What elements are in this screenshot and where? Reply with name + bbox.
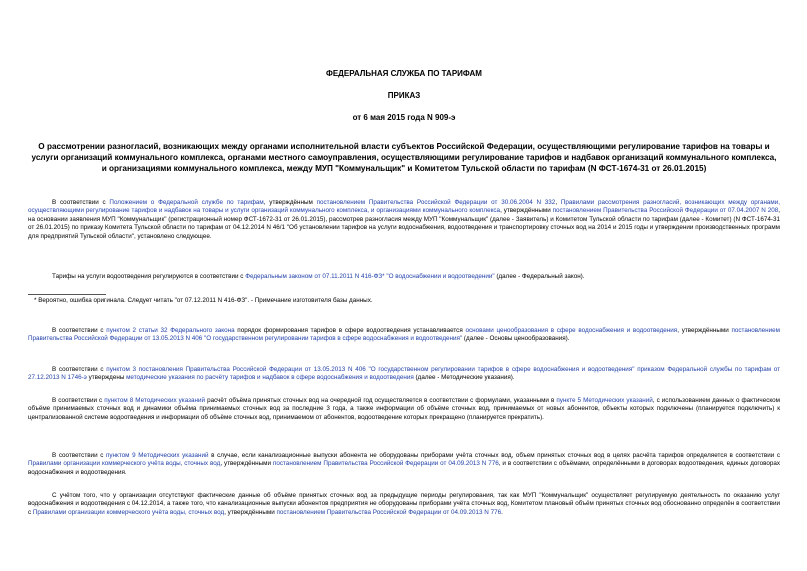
paragraph-2 bbox=[28, 273, 780, 281]
text: В соответствии с bbox=[52, 327, 107, 334]
text: , утверждённым bbox=[263, 199, 317, 206]
text: в случае, если канализационные выпуски абонента не оборудованы приборами учёта сточных вод, объем принятых сточных вод в целях расчёта тарифов определяется в соответствии с bbox=[208, 452, 780, 459]
link-methodical-guidelines[interactable]: методические указания по расчёту тарифов и надбавок в сфере водоснабжения и водоотведения bbox=[126, 374, 414, 382]
link-dispute-rules[interactable]: Правилами рассмотрения разногласий, возникающих между органами, осуществляющими регулирование тарифов и надбавок на товары и услуги организаций коммунального комплекса, и организациями коммунального комплекса bbox=[28, 199, 781, 215]
link-guidelines-item-9[interactable]: пунктом 9 Методических указаний bbox=[105, 452, 209, 459]
text: , на основании заявления МУП "Коммунальщик" (регистрационный номер ФСТ-1672-31 от 26.01.2015), рассмотрев разногласия между МУП "Коммунальщик" (далее - Заявитель) и Комитетом Тульской области по тарифам (далее - Комитет) (N ФСТ-1674-31 от 26.01.2015) по приказу Комитета Тульской области по тарифам от 04.12.2014 N 46/1 "Об установлении тарифов на услуги водоснабжения, водоотведения и транспортировку сточных вод на 2014 и 2015 годы и утверждении производственных программ для предприятий Тульской области", установлено следующее. bbox=[28, 207, 780, 240]
link-federal-law-416[interactable]: Федеральным законом от 07.11.2011 N 416-ФЗ* bbox=[245, 273, 385, 280]
text: В соответствии с bbox=[52, 397, 105, 404]
text: В соответствии с bbox=[52, 366, 107, 373]
footnote: * Вероятно, ошибка оригинала. Следует читать "от 07.12.2011 N 416-ФЗ". - Примечание изготовителя базы данных. bbox=[34, 297, 373, 304]
paragraph-4 bbox=[28, 366, 780, 383]
text: , bbox=[555, 199, 561, 206]
text: порядок формирования тарифов в сфере водоотведения устанавливается bbox=[234, 327, 466, 334]
link-metering-rules-2[interactable]: Правилами организации коммерческого учёта воды, сточных вод bbox=[32, 508, 225, 516]
document-title: О рассмотрении разногласий, возникающих между органами исполнительной власти субъектов Российской Федерации, осуществляющими регулирование тарифов на товары и услуги организаций коммунального комплекса, органами местного самоуправления, осуществляющими регулирование тарифов и надбавок организаций коммунального комплекса, и организациями коммунального комплекса, между МУП "Коммунальщик" и Комитетом Тульской области по тарифам (N ФСТ-1674-31 от 26.01.2015) bbox=[31, 142, 777, 173]
text: , утверждёнными bbox=[224, 508, 277, 516]
link-law-title[interactable]: "О водоснабжении и водоотведении" bbox=[386, 273, 495, 280]
text: (далее - Федеральный закон). bbox=[494, 273, 585, 280]
text: В соответствии с bbox=[52, 199, 110, 206]
footnote-separator bbox=[28, 294, 106, 295]
link-metering-rules[interactable]: Правилами организации коммерческого учёта воды, сточных вод bbox=[28, 460, 221, 468]
text: утверждены bbox=[86, 374, 127, 382]
doc-date-number: от 6 мая 2015 года N 909-э bbox=[352, 113, 456, 122]
text: (далее - Основы ценообразования). bbox=[462, 335, 570, 343]
text: расчёт объёма принятых сточных вод на очередной год осуществляется в соответствии с формулами, указанными в bbox=[205, 397, 557, 404]
doc-type-heading: ПРИКАЗ bbox=[387, 91, 421, 100]
text: , утверждёнными bbox=[677, 327, 732, 334]
link-pricing-basics[interactable]: основами ценообразования в сфере водоснабжения и водоотведения bbox=[465, 327, 678, 334]
text: Тарифы на услуги водоотведения регулируются в соответствии с bbox=[52, 273, 246, 280]
link-decree-406[interactable]: постановлением Правительства Российской Федерации от 13.05.2013 N 406 "О государственном регулировании тарифов в сфере водоснабжения и водоотведения" bbox=[28, 327, 781, 343]
link-decree-776[interactable]: постановлением Правительства Российской Федерации от 04.09.2013 N 776 bbox=[272, 460, 499, 468]
text: , утверждёнными bbox=[500, 207, 553, 215]
link-article-32[interactable]: пунктом 2 статьи 32 Федерального закона bbox=[106, 327, 235, 334]
text: , с использованием данных о фактическом объёме принимаемых сточных вод и динамики объёма принимаемых сточных вод за последние 3 года, а также информации об объёме сточных вод, принимаемых от новых абонентов, объекты которых подключены (планируется подключить) к централизованной системе водоотведения и информации об объёме сточных вод, принимаемом от абонентов, водоотведение которых прекращено (планируется прекратить). bbox=[28, 397, 780, 421]
text: В соответствии с bbox=[52, 452, 106, 459]
text: С учётом того, что у организации отсутствуют фактические данные об объёме принятых сточных вод за предыдущие периоды регулирования, так как МУП "Коммунальщик" осуществляет регулируемую деятельность по оказанию услуг водоснабжения и водоотведения с 04.12.2014, а также того, что канализационные выпуски абонентов предприятия не оборудованы приборами учёта сточных вод, Комитетом плановый объём принятых сточных вод обоснованно определён в соответствии с bbox=[28, 492, 780, 516]
text: , утверждёнными bbox=[220, 460, 273, 468]
link-guidelines-item-8[interactable]: пунктом 8 Методических указаний bbox=[104, 397, 206, 404]
link-order-1746[interactable]: приказом Федеральной службы по тарифам от 27.12.2013 N 1746-э bbox=[28, 366, 781, 382]
paragraph-5 bbox=[28, 397, 780, 422]
link-decree-208[interactable]: постановлением Правительства Российской Федерации от 07.04.2007 N 208 bbox=[552, 207, 779, 215]
link-decree-406-item-3[interactable]: пунктом 3 постановления Правительства Российской Федерации от 13.05.2013 N 406 "О государственном регулировании тарифов в сфере водоснабжения и водоотведения" bbox=[106, 366, 635, 373]
paragraph-3 bbox=[28, 327, 780, 344]
link-guidelines-item-5[interactable]: пункте 5 Методических указаний bbox=[556, 397, 653, 404]
paragraph-6 bbox=[28, 452, 780, 477]
link-decree-776-2[interactable]: постановлением Правительства Российской Федерации от 04.09.2013 N 776 bbox=[276, 508, 502, 516]
link-decree-332[interactable]: постановлением Правительства Российской Федерации от 30.06.2004 N 332 bbox=[316, 199, 556, 206]
paragraph-1 bbox=[28, 199, 780, 241]
text: . bbox=[501, 508, 503, 516]
text: (далее - Методические указания). bbox=[413, 374, 515, 382]
agency-heading: ФЕДЕРАЛЬНАЯ СЛУЖБА ПО ТАРИФАМ bbox=[326, 69, 482, 78]
paragraph-7 bbox=[28, 492, 780, 517]
link-fst-regulation[interactable]: Положением о Федеральной службе по тарифам bbox=[109, 199, 264, 206]
text: , и в соответствии с объёмами, определёнными в договорах водоотведения, единых договорах водоснабжения и водоотведения. bbox=[28, 460, 780, 476]
